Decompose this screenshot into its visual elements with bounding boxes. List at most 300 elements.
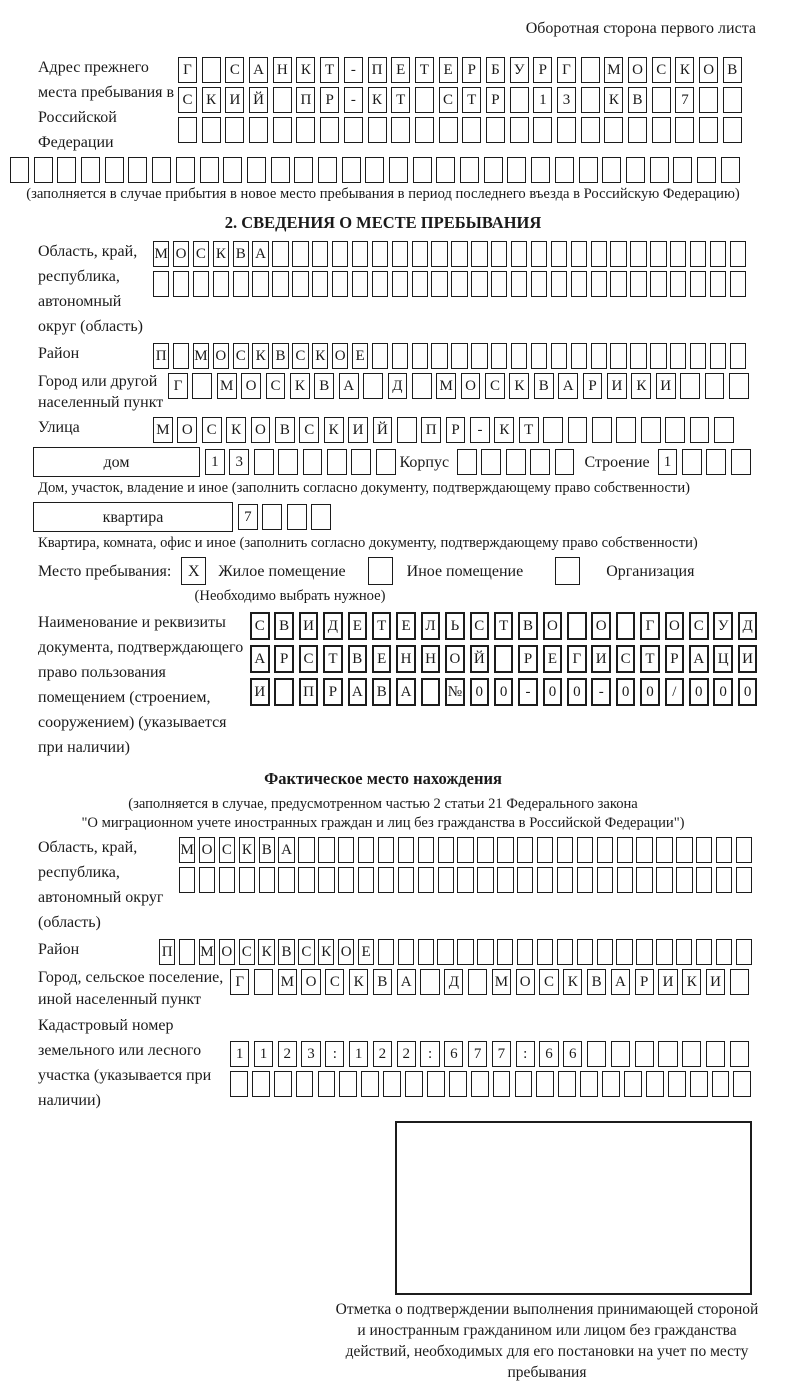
char-box[interactable] [656,837,672,863]
char-box[interactable]: И [299,612,319,640]
char-box[interactable] [571,271,587,297]
char-box[interactable]: А [249,57,268,83]
char-box[interactable] [412,343,428,369]
char-box[interactable] [259,867,275,893]
char-box[interactable]: Б [486,57,505,83]
char-box[interactable]: Р [274,645,294,673]
char-box[interactable]: К [202,87,221,113]
char-box[interactable] [710,241,726,267]
char-box[interactable] [557,837,573,863]
char-box[interactable]: Ь [445,612,465,640]
char-box[interactable] [431,241,447,267]
char-box[interactable]: К [213,241,229,267]
char-box[interactable] [392,271,408,297]
char-box[interactable]: Т [640,645,660,673]
char-box[interactable]: - [518,678,538,706]
char-box[interactable] [730,241,746,267]
char-box[interactable]: А [558,373,578,399]
char-box[interactable] [57,157,76,183]
char-box[interactable]: Е [543,645,563,673]
char-box[interactable]: О [591,612,611,640]
char-box[interactable]: А [689,645,709,673]
char-box[interactable] [536,1071,554,1097]
char-box[interactable] [494,645,514,673]
char-box[interactable]: Т [320,57,339,83]
char-box[interactable]: М [492,969,511,995]
char-box[interactable] [616,612,636,640]
checkbox-dwelling[interactable]: X [181,557,206,585]
char-box[interactable]: О [177,417,197,443]
char-box[interactable]: С [299,417,319,443]
char-box[interactable]: А [396,678,416,706]
char-box[interactable]: Н [273,57,292,83]
char-box[interactable] [298,867,314,893]
char-box[interactable] [352,241,368,267]
char-box[interactable] [199,867,215,893]
char-box[interactable] [451,343,467,369]
char-box[interactable]: О [628,57,647,83]
char-box[interactable] [673,157,692,183]
char-box[interactable] [365,157,384,183]
char-box[interactable]: 3 [229,449,249,475]
char-box[interactable] [636,939,652,965]
char-box[interactable]: В [314,373,334,399]
char-box[interactable]: И [658,969,677,995]
char-box[interactable] [128,157,147,183]
char-box[interactable] [690,271,706,297]
char-box[interactable] [449,1071,467,1097]
char-box[interactable] [543,417,563,443]
char-box[interactable] [710,271,726,297]
char-box[interactable]: М [179,837,195,863]
char-box[interactable]: О [461,373,481,399]
char-box[interactable] [699,87,718,113]
char-box[interactable] [580,1071,598,1097]
char-box[interactable] [249,117,268,143]
char-box[interactable] [278,449,298,475]
char-box[interactable]: : [516,1041,535,1067]
char-box[interactable] [412,241,428,267]
char-box[interactable] [10,157,29,183]
char-box[interactable]: : [325,1041,344,1067]
char-box[interactable]: В [233,241,249,267]
char-box[interactable]: С [266,373,286,399]
char-box[interactable]: С [325,969,344,995]
char-box[interactable]: Е [352,343,368,369]
checkbox-organization[interactable] [555,557,580,585]
char-box[interactable]: В [518,612,538,640]
char-box[interactable] [398,837,414,863]
char-box[interactable]: О [699,57,718,83]
char-box[interactable]: 2 [278,1041,297,1067]
char-box[interactable] [477,837,493,863]
char-box[interactable]: Е [348,612,368,640]
char-box[interactable]: К [324,417,344,443]
char-box[interactable] [372,241,388,267]
char-box[interactable] [652,87,671,113]
char-box[interactable] [372,343,388,369]
char-box[interactable] [658,1041,677,1067]
char-box[interactable]: О [665,612,685,640]
char-box[interactable] [225,117,244,143]
char-box[interactable] [471,343,487,369]
char-box[interactable]: К [509,373,529,399]
char-box[interactable]: 7 [675,87,694,113]
char-box[interactable] [338,867,354,893]
char-box[interactable] [358,837,374,863]
char-box[interactable]: Е [391,57,410,83]
char-box[interactable]: И [656,373,676,399]
char-box[interactable]: Р [635,969,654,995]
char-box[interactable] [714,417,734,443]
char-box[interactable]: К [494,417,514,443]
char-box[interactable]: Г [567,645,587,673]
char-box[interactable] [239,867,255,893]
char-box[interactable] [378,867,394,893]
char-box[interactable] [551,241,567,267]
char-box[interactable] [665,417,685,443]
char-box[interactable] [630,271,646,297]
char-box[interactable] [392,241,408,267]
char-box[interactable] [105,157,124,183]
char-box[interactable]: С [292,343,308,369]
char-box[interactable] [497,939,513,965]
char-box[interactable] [378,837,394,863]
char-box[interactable] [179,939,195,965]
char-box[interactable] [557,939,573,965]
char-box[interactable] [415,87,434,113]
char-box[interactable] [537,837,553,863]
char-box[interactable]: 0 [616,678,636,706]
char-box[interactable]: К [290,373,310,399]
char-box[interactable] [193,271,209,297]
char-box[interactable] [636,837,652,863]
char-box[interactable] [378,939,394,965]
char-box[interactable] [457,449,477,475]
char-box[interactable] [517,867,533,893]
char-box[interactable] [581,117,600,143]
char-box[interactable] [363,373,383,399]
char-box[interactable]: И [607,373,627,399]
char-box[interactable] [729,373,749,399]
char-box[interactable] [597,837,613,863]
char-box[interactable] [699,117,718,143]
char-box[interactable] [537,939,553,965]
char-box[interactable] [223,157,242,183]
char-box[interactable] [81,157,100,183]
char-box[interactable]: К [239,837,255,863]
char-box[interactable]: С [539,969,558,995]
char-box[interactable]: К [226,417,246,443]
char-box[interactable]: О [332,343,348,369]
char-box[interactable] [438,867,454,893]
char-box[interactable] [431,343,447,369]
char-box[interactable] [376,449,396,475]
char-box[interactable] [273,87,292,113]
char-box[interactable]: М [278,969,297,995]
char-box[interactable] [696,837,712,863]
char-box[interactable]: К [349,969,368,995]
char-box[interactable] [438,837,454,863]
char-box[interactable]: О [199,837,215,863]
char-box[interactable] [497,867,513,893]
char-box[interactable]: С [178,87,197,113]
char-box[interactable]: 0 [713,678,733,706]
char-box[interactable] [557,117,576,143]
char-box[interactable] [254,449,274,475]
char-box[interactable] [730,1041,749,1067]
char-box[interactable]: 0 [640,678,660,706]
char-box[interactable]: С [219,837,235,863]
char-box[interactable] [477,939,493,965]
char-box[interactable] [477,867,493,893]
char-box[interactable]: Р [446,417,466,443]
char-box[interactable]: К [368,87,387,113]
char-box[interactable] [418,939,434,965]
char-box[interactable] [731,449,751,475]
char-box[interactable] [491,241,507,267]
char-box[interactable] [511,343,527,369]
char-box[interactable]: Г [557,57,576,83]
char-box[interactable]: И [738,645,758,673]
char-box[interactable]: Е [358,939,374,965]
char-box[interactable] [506,449,526,475]
char-box[interactable]: 1 [533,87,552,113]
char-box[interactable] [712,1071,730,1097]
char-box[interactable]: С [225,57,244,83]
char-box[interactable]: 0 [567,678,587,706]
char-box[interactable] [173,343,189,369]
char-box[interactable] [415,117,434,143]
char-box[interactable] [551,343,567,369]
char-box[interactable] [676,867,692,893]
char-box[interactable]: М [153,417,173,443]
char-box[interactable]: Л [421,612,441,640]
char-box[interactable] [421,678,441,706]
char-box[interactable]: В [259,837,275,863]
char-box[interactable]: 7 [468,1041,487,1067]
char-box[interactable] [610,271,626,297]
char-box[interactable]: Р [665,645,685,673]
char-box[interactable] [706,449,726,475]
char-box[interactable]: Т [372,612,392,640]
char-box[interactable] [491,271,507,297]
char-box[interactable]: И [348,417,368,443]
char-box[interactable]: С [239,939,255,965]
char-box[interactable]: 2 [397,1041,416,1067]
char-box[interactable]: М [193,343,209,369]
char-box[interactable]: В [348,645,368,673]
char-box[interactable] [278,867,294,893]
char-box[interactable]: К [631,373,651,399]
char-box[interactable] [412,271,428,297]
char-box[interactable] [274,678,294,706]
char-box[interactable] [616,939,632,965]
char-box[interactable] [451,271,467,297]
char-box[interactable]: С [202,417,222,443]
char-box[interactable]: 0 [543,678,563,706]
char-box[interactable]: К [252,343,268,369]
char-box[interactable]: Й [373,417,393,443]
char-box[interactable]: 7 [492,1041,511,1067]
char-box[interactable] [587,1041,606,1067]
char-box[interactable] [318,1071,336,1097]
char-box[interactable] [690,417,710,443]
char-box[interactable] [152,157,171,183]
char-box[interactable] [457,867,473,893]
char-box[interactable]: Р [518,645,538,673]
char-box[interactable]: О [219,939,235,965]
char-box[interactable] [577,939,593,965]
char-box[interactable] [531,241,547,267]
char-box[interactable] [34,157,53,183]
char-box[interactable] [626,157,645,183]
char-box[interactable] [312,271,328,297]
char-box[interactable]: П [421,417,441,443]
char-box[interactable]: Г [230,969,249,995]
char-box[interactable]: К [296,57,315,83]
char-box[interactable] [733,1071,751,1097]
char-box[interactable] [656,939,672,965]
char-box[interactable] [706,1041,725,1067]
char-box[interactable] [358,867,374,893]
char-box[interactable] [531,343,547,369]
char-box[interactable]: Д [738,612,758,640]
char-box[interactable]: С [616,645,636,673]
char-box[interactable] [292,241,308,267]
char-box[interactable]: Д [444,969,463,995]
char-box[interactable] [716,939,732,965]
char-box[interactable]: О [338,939,354,965]
char-box[interactable]: В [275,417,295,443]
char-box[interactable] [273,117,292,143]
char-box[interactable] [730,343,746,369]
char-box[interactable] [510,87,529,113]
char-box[interactable] [716,837,732,863]
char-box[interactable]: А [348,678,368,706]
char-box[interactable] [531,271,547,297]
char-box[interactable]: 0 [738,678,758,706]
char-box[interactable] [202,57,221,83]
char-box[interactable] [274,1071,292,1097]
char-box[interactable] [287,504,307,530]
char-box[interactable] [230,1071,248,1097]
char-box[interactable] [721,157,740,183]
char-box[interactable] [351,449,371,475]
char-box[interactable]: К [604,87,623,113]
char-box[interactable]: М [153,241,169,267]
char-box[interactable]: А [250,645,270,673]
char-box[interactable]: Р [533,57,552,83]
checkbox-other-premises[interactable] [368,557,393,585]
char-box[interactable] [311,504,331,530]
char-box[interactable]: - [344,57,363,83]
char-box[interactable]: В [274,612,294,640]
char-box[interactable]: Т [323,645,343,673]
char-box[interactable] [668,1071,686,1097]
char-box[interactable] [517,837,533,863]
char-box[interactable] [610,241,626,267]
char-box[interactable] [178,117,197,143]
char-box[interactable]: С [485,373,505,399]
char-box[interactable] [602,1071,620,1097]
char-box[interactable] [555,449,575,475]
char-box[interactable]: Т [462,87,481,113]
char-box[interactable]: 0 [494,678,514,706]
char-box[interactable]: М [217,373,237,399]
char-box[interactable]: С [652,57,671,83]
char-box[interactable] [676,939,692,965]
char-box[interactable]: С [233,343,249,369]
char-box[interactable] [530,449,550,475]
char-box[interactable]: С [470,612,490,640]
char-box[interactable] [272,271,288,297]
char-box[interactable] [471,1071,489,1097]
char-box[interactable] [247,157,266,183]
char-box[interactable] [730,969,749,995]
char-box[interactable] [736,867,752,893]
char-box[interactable]: 1 [230,1041,249,1067]
char-box[interactable] [468,969,487,995]
char-box[interactable] [680,373,700,399]
char-box[interactable] [418,867,434,893]
char-box[interactable] [342,157,361,183]
char-box[interactable]: К [318,939,334,965]
char-box[interactable] [332,241,348,267]
char-box[interactable]: В [534,373,554,399]
char-box[interactable]: П [296,87,315,113]
char-box[interactable] [392,343,408,369]
char-box[interactable]: Е [372,645,392,673]
char-box[interactable] [339,1071,357,1097]
char-box[interactable] [418,837,434,863]
char-box[interactable] [641,417,661,443]
char-box[interactable] [272,241,288,267]
char-box[interactable]: С [193,241,209,267]
char-box[interactable]: К [682,969,701,995]
char-box[interactable] [616,417,636,443]
char-box[interactable]: Р [320,87,339,113]
char-box[interactable]: С [298,939,314,965]
char-box[interactable] [332,271,348,297]
char-box[interactable]: В [723,57,742,83]
char-box[interactable] [555,157,574,183]
char-box[interactable] [517,939,533,965]
char-box[interactable]: П [299,678,319,706]
char-box[interactable] [581,57,600,83]
char-box[interactable] [327,449,347,475]
char-box[interactable] [451,241,467,267]
char-box[interactable] [571,343,587,369]
char-box[interactable] [427,1071,445,1097]
char-box[interactable]: Е [396,612,416,640]
char-box[interactable]: - [591,678,611,706]
char-box[interactable] [486,117,505,143]
char-box[interactable] [493,1071,511,1097]
char-box[interactable] [457,837,473,863]
char-box[interactable] [457,939,473,965]
char-box[interactable]: 1 [349,1041,368,1067]
char-box[interactable] [697,157,716,183]
char-box[interactable] [571,241,587,267]
char-box[interactable] [460,157,479,183]
char-box[interactable] [670,241,686,267]
char-box[interactable]: В [372,678,392,706]
char-box[interactable] [352,271,368,297]
char-box[interactable]: О [213,343,229,369]
char-box[interactable]: 1 [254,1041,273,1067]
char-box[interactable]: О [241,373,261,399]
